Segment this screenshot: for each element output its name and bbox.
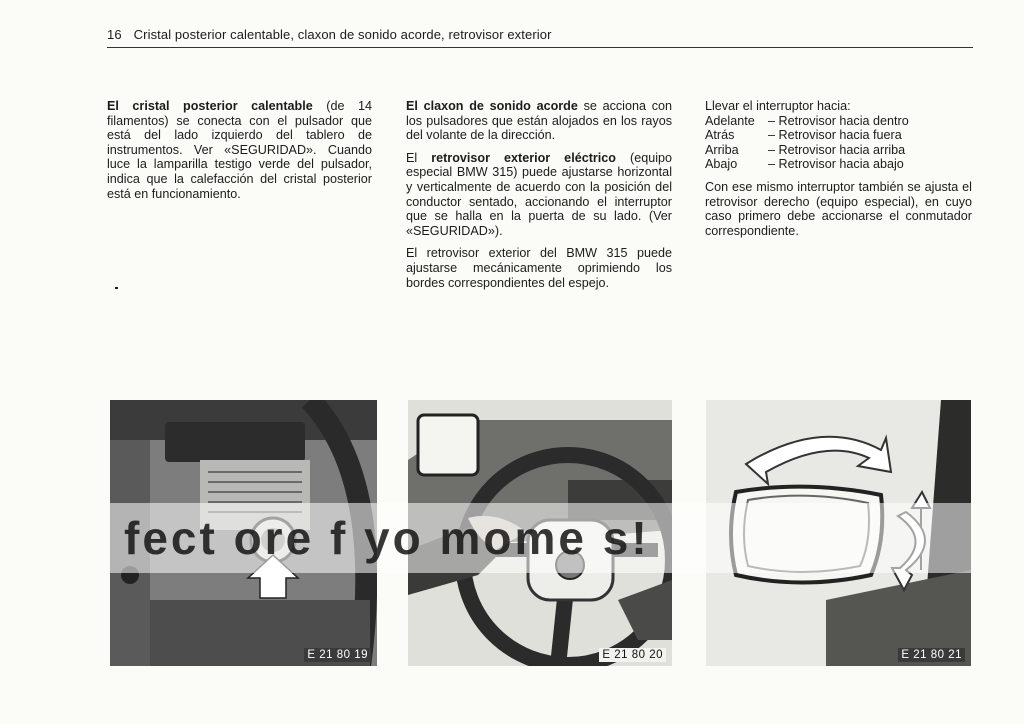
figure-code: E 21 80 21 (898, 648, 965, 662)
photo-steering-wheel (408, 400, 672, 666)
horn-heading: El claxon de sonido acorde (406, 99, 578, 113)
page-header (107, 27, 973, 43)
rear-window-heading: El cristal posterior calentable (107, 99, 313, 113)
figure-code: E 21 80 19 (304, 648, 371, 662)
dashboard-illustration (110, 400, 377, 666)
direction-key: Atrás (705, 128, 735, 143)
figure-code: E 21 80 20 (599, 648, 666, 662)
electric-mirror-pre: El (406, 150, 432, 165)
header-rule (107, 47, 973, 48)
column-horn-mirror (406, 99, 672, 298)
electric-mirror-heading: retrovisor exterior eléctrico (431, 150, 616, 165)
directions-intro: Llevar el interruptor hacia: (705, 99, 851, 113)
direction-value: – Retrovisor hacia abajo (768, 157, 904, 172)
electric-mirror-text: (equipo especial BMW 315) puede ajustarse horizontal y verticalmente de acuerdo con la posición del conductor sentado, accionando el interruptor que se halla en la puerta de su lado. (Ver «SEGURIDAD»). (406, 150, 673, 238)
rear-window-paragraph (107, 99, 372, 201)
watermark-text: fect ore f yo mome s! (124, 512, 650, 564)
photo-exterior-mirror (706, 400, 971, 666)
page-number: 16 (107, 27, 122, 42)
mirror-illustration (706, 400, 971, 666)
column-rear-window (107, 99, 372, 209)
direction-key: Arriba (705, 142, 739, 157)
direction-key: Adelante (705, 113, 755, 128)
horn-text: se acciona con los pulsadores que están alojados en los rayos del volante de la dirección. (406, 99, 672, 143)
directions-outro: Con ese mismo interruptor también se ajusta el retrovisor derecho (equipo especial), en cuyo caso primero debe accionarse el conmutador correspondiente. (705, 179, 972, 238)
rear-window-text: (de 14 filamentos) se conecta con el pulsador que está del lado izquierdo del tablero de instrumentos. Ver «SEGURIDAD». Cuando luce la lamparilla testigo verde del pulsador, indica que la calefacción del cristal posterior está en funcionamiento. (107, 99, 372, 201)
horn-paragraph (406, 99, 672, 143)
manual-mirror-paragraph: El retrovisor exterior del BMW 315 puede ajustarse mecánicamente oprimiendo los bordes correspondientes del espejo. (406, 246, 672, 290)
photo-rear-window-switch (110, 400, 377, 666)
direction-value: – Retrovisor hacia dentro (768, 113, 909, 128)
directions-list (705, 114, 972, 172)
direction-value: – Retrovisor hacia arriba (768, 142, 906, 157)
page-title: Cristal posterior calentable, claxon de sonido acorde, retrovisor exterior (133, 27, 552, 42)
electric-mirror-paragraph (406, 151, 672, 239)
steering-wheel-illustration (408, 400, 672, 666)
direction-value: – Retrovisor hacia fuera (768, 128, 902, 143)
direction-key: Abajo (705, 157, 738, 172)
margin-mark (115, 287, 118, 289)
column-switch-directions (705, 99, 972, 238)
